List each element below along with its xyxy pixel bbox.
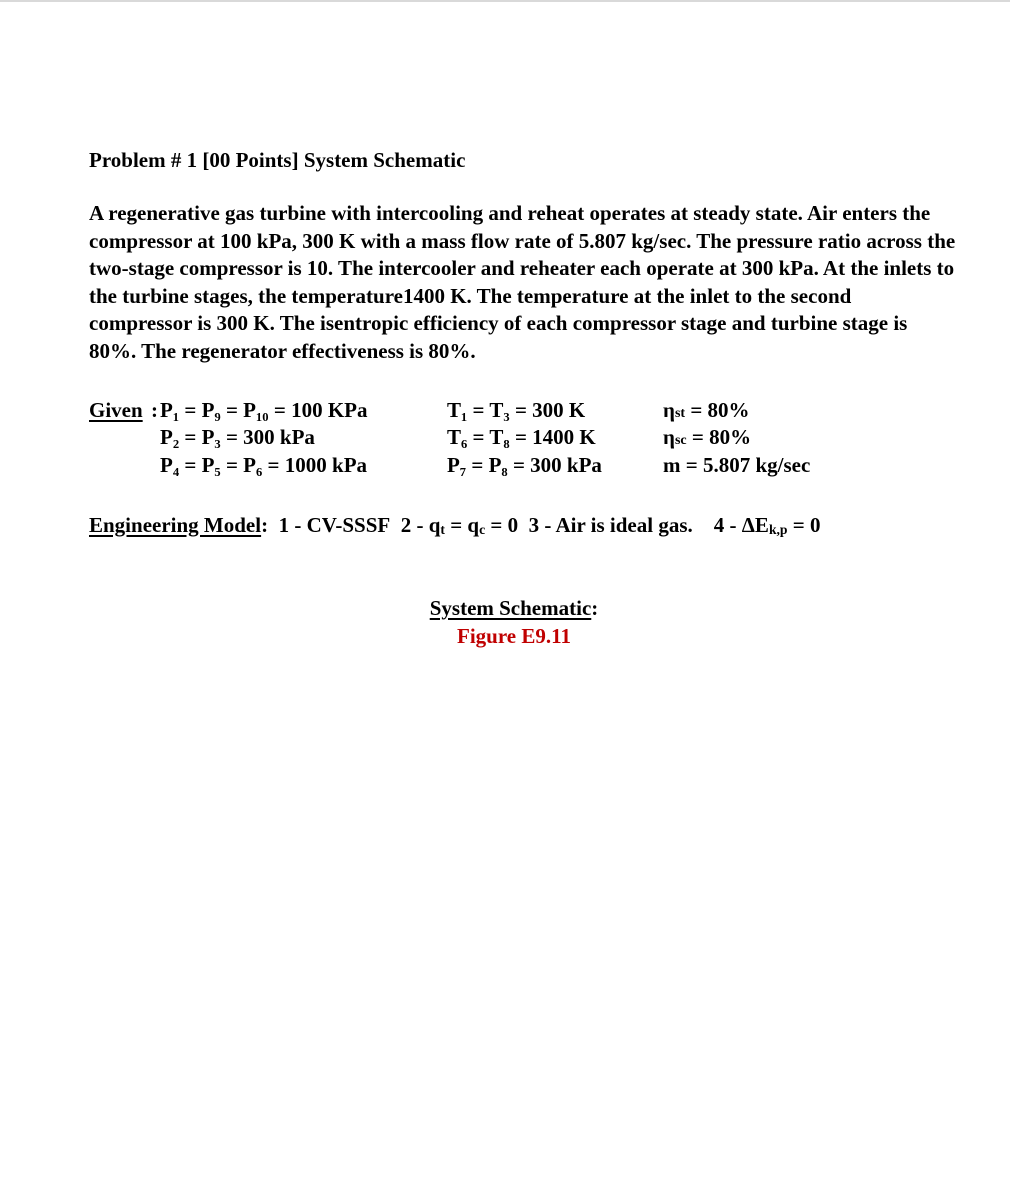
given-turbine-efficiency: ηst = 80%	[663, 397, 750, 422]
given-label: Given	[89, 397, 143, 422]
model-item-2: $2 - q_t = q_c = 0$	[400, 512, 519, 537]
engineering-model-colon: :	[261, 512, 269, 537]
model-item-1: 1 - CV-SSSF	[278, 512, 391, 537]
given-mass-flow: m = 5.807 kg/sec	[663, 452, 811, 477]
model-item-3: 3 - Air is ideal gas.	[528, 512, 693, 537]
figure-reference: Figure E9.11	[457, 623, 571, 648]
given-compressor-efficiency: ηsc = 80%	[663, 425, 752, 450]
problem-title: Problem # 1 [00 Points] System Schematic	[89, 148, 466, 172]
system-schematic-heading: System Schematic:	[429, 595, 599, 620]
given-pressure-2: P₂ = P₃ = 300 kPa	[160, 425, 315, 450]
system-schematic	[89, 594, 939, 650]
given-temperature-1: T₁ = T₃ = 300 K	[447, 397, 586, 422]
given-pressure-1: P₁ = P₉ = P₁₀ = 100 KPa	[160, 397, 368, 422]
model-item-4: $4 - \Delta E_{k,p} = 0$	[713, 512, 821, 537]
given-colon: :	[151, 397, 158, 422]
given-pressure-4: P₇ = P₈ = 300 kPa	[447, 452, 602, 477]
engineering-model-label: Engineering Model	[89, 512, 262, 537]
given-pressure-3: P₄ = P₅ = P₆ = 1000 kPa	[160, 452, 368, 477]
given-temperature-2: T₆ = T₈ = 1400 K	[447, 425, 596, 450]
engineering-model	[89, 511, 969, 539]
top-border	[0, 0, 1010, 2]
problem-document	[89, 146, 969, 650]
problem-statement: A regenerative gas turbine with intercooling and reheat operates at steady state. Air enters the compressor at 100 kPa, 300 K with a mass flow rate of 5.807 kg/sec. The pressure ratio across the two-stage compressor is 10. The intercooler and reheater each operate at 300 kPa. At the inlets to the turbine stages, the temperature1400 K. The temperature at the inlet to the second compressor is 300 K. The isentropic efficiency of each compressor stage and turbine stage is 80%. The regenerator effectiveness is 80%.	[89, 201, 956, 363]
given-section	[89, 397, 969, 481]
